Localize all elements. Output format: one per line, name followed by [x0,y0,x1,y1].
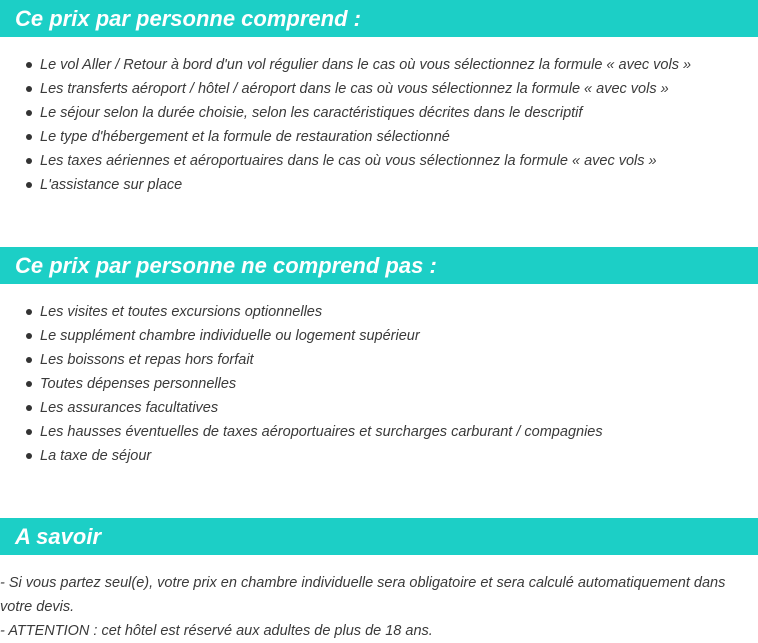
bullet-icon [26,381,32,387]
list-item [0,173,691,197]
bullet-icon [26,429,32,435]
section-title-a-savoir: A savoir [0,518,758,555]
list-item-text: Les hausses éventuelles de taxes aéroportuaires et surcharges carburant / compagnies [40,424,603,440]
note-adults-only: - ATTENTION : cet hôtel est réservé aux adultes de plus de 18 ans. [0,623,433,639]
bullet-icon [26,134,32,140]
section-title-not-included: Ce prix par personne ne comprend pas : [0,247,758,284]
list-item [0,420,603,444]
list-item-text: Le supplément chambre individuelle ou logement supérieur [40,328,420,344]
list-item-text: Les visites et toutes excursions optionnelles [40,304,323,320]
bullet-icon [26,110,32,116]
list-item-text: Le vol Aller / Retour à bord d'un vol régulier dans le cas où vous sélectionnez la formule « avec vols » [40,57,692,73]
bullet-icon [26,405,32,411]
section-title-included: Ce prix par personne comprend : [0,0,758,37]
note-single-traveler: - Si vous partez seul(e), votre prix en chambre individuelle sera obligatoire et sera calculé automatiquement dans votre devis. [0,575,726,615]
bullet-icon [26,453,32,459]
list-item-text: Les assurances facultatives [40,400,219,416]
list-item [0,149,691,173]
not-included-list [0,300,603,468]
bullet-icon [26,333,32,339]
list-item-text: La taxe de séjour [40,448,152,464]
bullet-icon [26,357,32,363]
bullet-icon [26,62,32,68]
list-item [0,324,603,348]
list-item [0,53,691,77]
list-item-text: L'assistance sur place [40,177,183,193]
list-item [0,300,603,324]
list-item-text: Le type d'hébergement et la formule de restauration sélectionné [40,129,450,145]
list-item [0,348,603,372]
list-item [0,125,691,149]
list-item [0,444,603,468]
list-item [0,372,603,396]
list-item-text: Le séjour selon la durée choisie, selon les caractéristiques décrites dans le descriptif [40,105,583,121]
bullet-icon [26,158,32,164]
bullet-icon [26,182,32,188]
list-item-text: Les taxes aériennes et aéroportuaires dans le cas où vous sélectionnez la formule « avec vols » [40,153,657,169]
list-item-text: Les boissons et repas hors forfait [40,352,254,368]
list-item-text: Les transferts aéroport / hôtel / aéroport dans le cas où vous sélectionnez la formule « avec vols » [40,81,669,97]
list-item-text: Toutes dépenses personnelles [40,376,237,392]
list-item [0,101,691,125]
bullet-icon [26,309,32,315]
included-list [0,53,691,197]
a-savoir-notes [0,571,758,643]
list-item [0,77,691,101]
list-item [0,396,603,420]
bullet-icon [26,86,32,92]
